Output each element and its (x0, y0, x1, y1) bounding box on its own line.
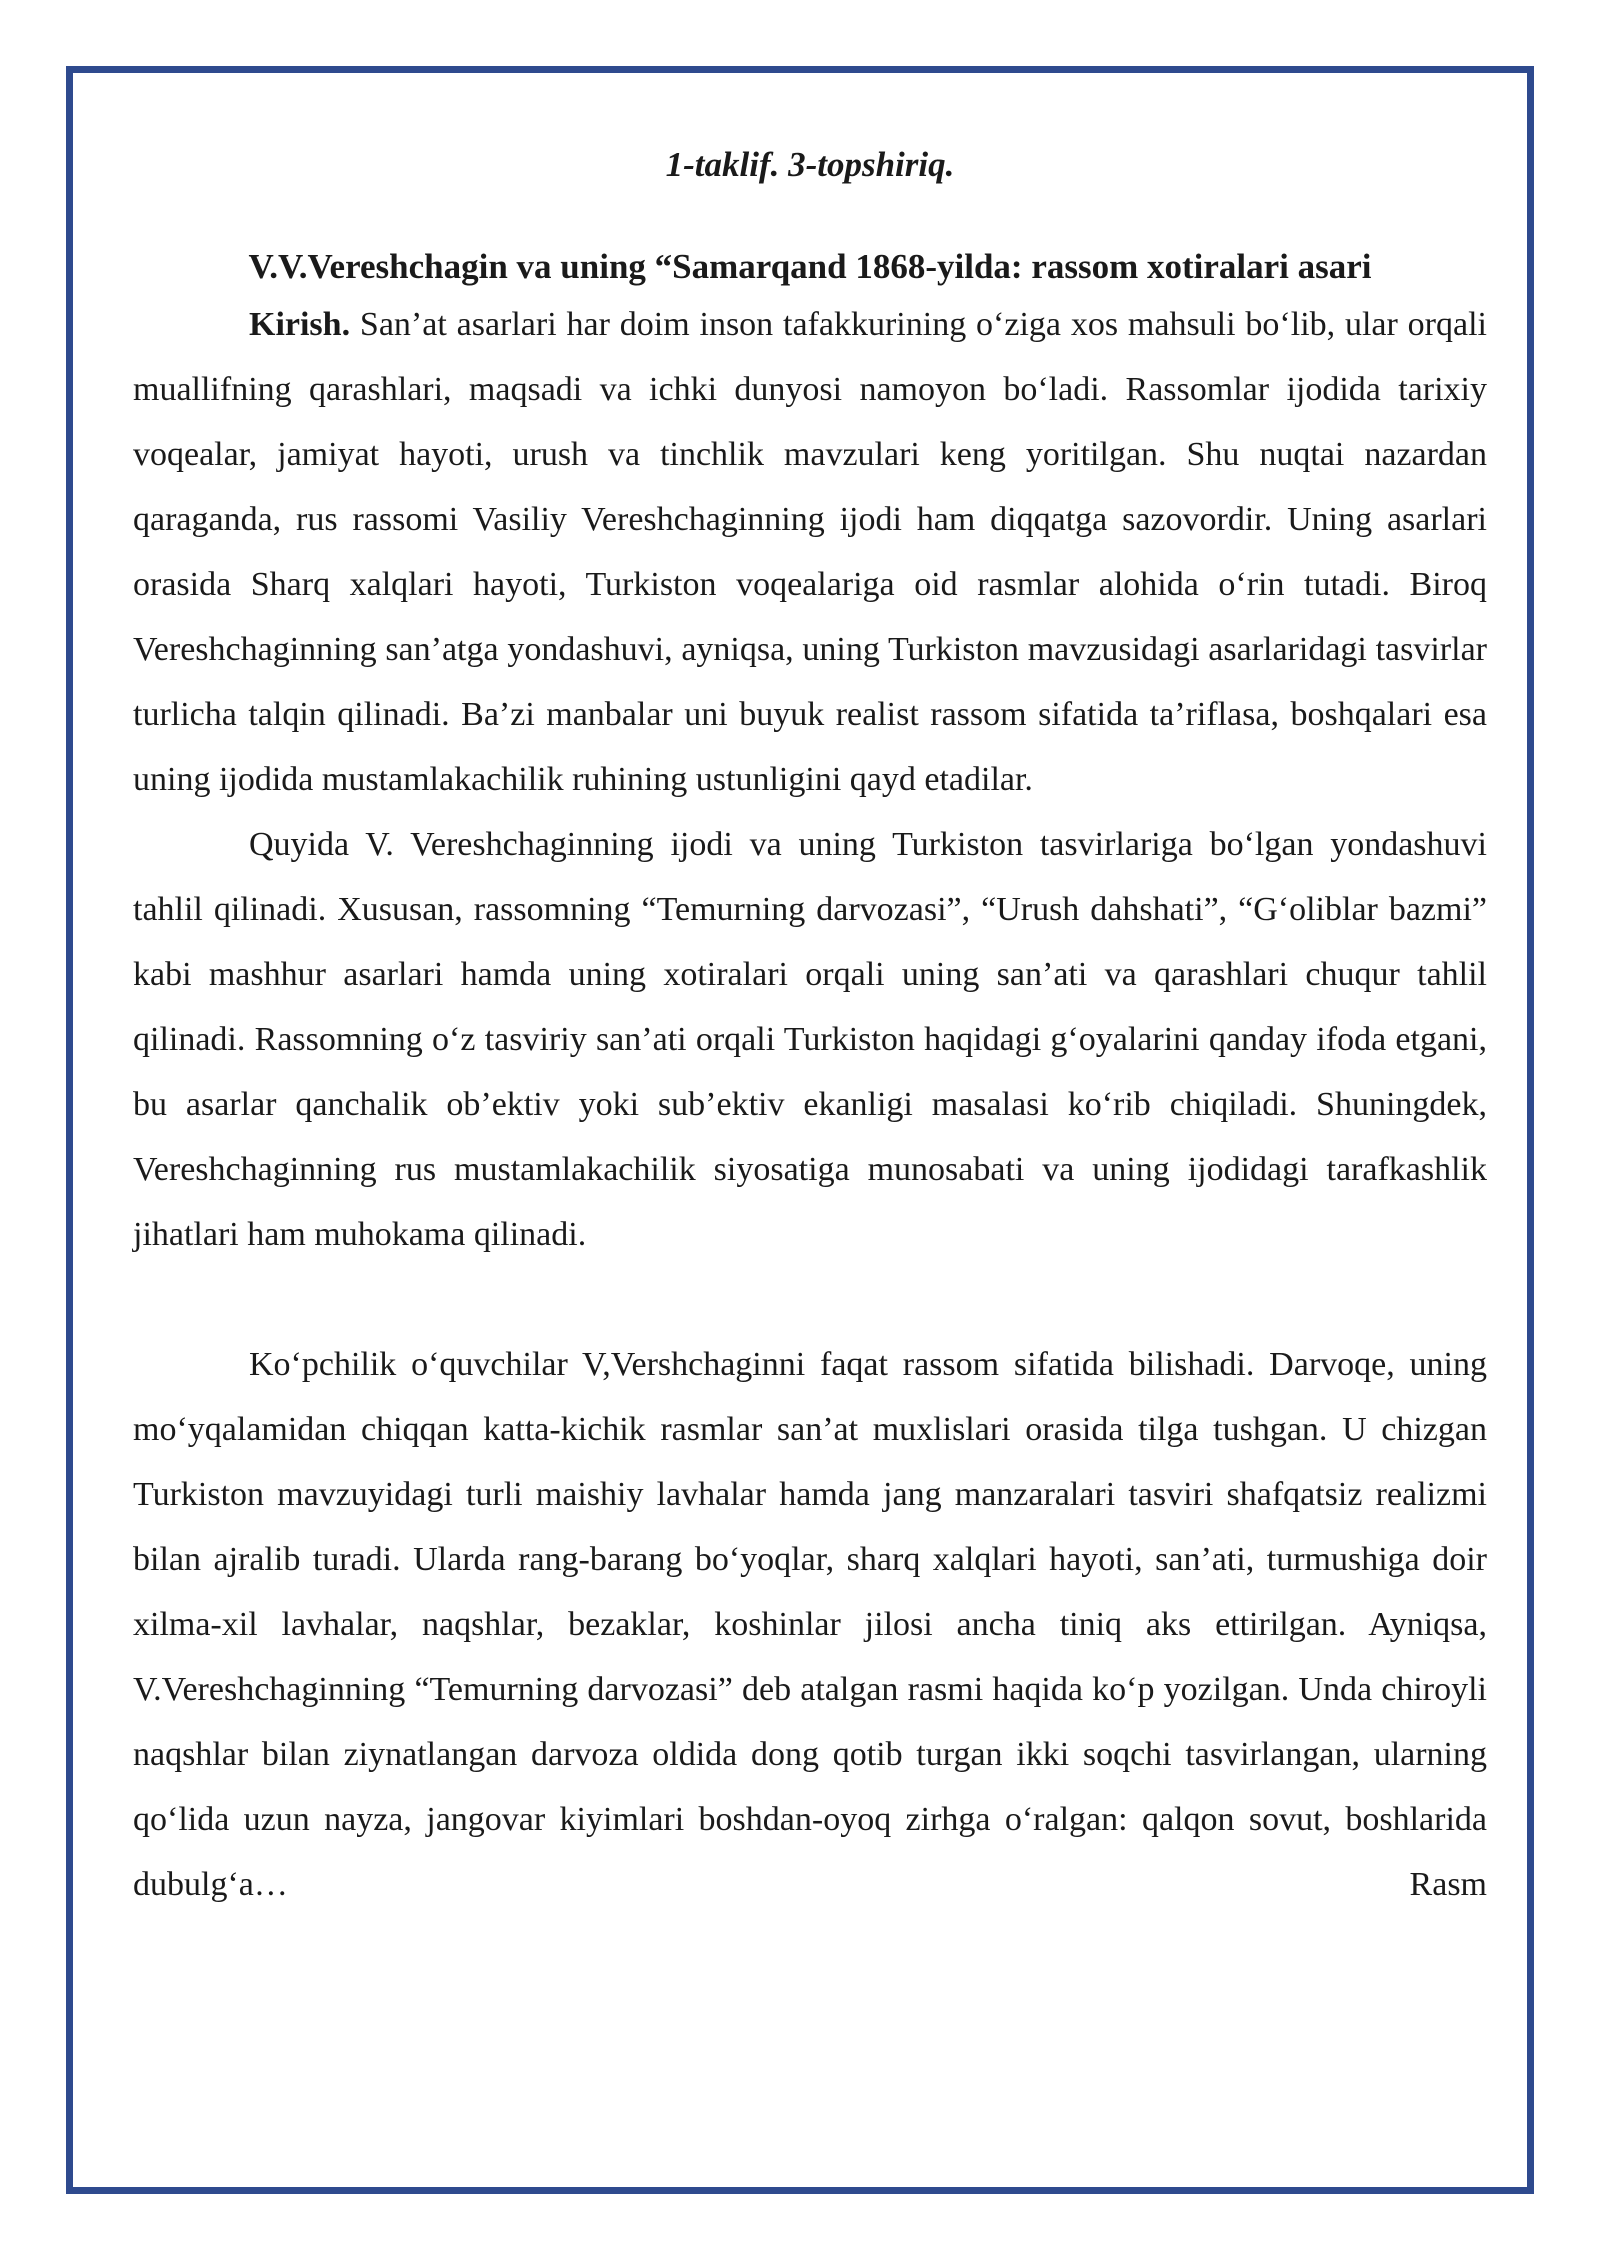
document-title: V.V.Vereshchagin va uning “Samarqand 1868-yilda: rassom xotiralari asari (248, 247, 1372, 286)
intro-label: Kirish. (249, 306, 351, 343)
intro-text: San’at asarlari har doim inson tafakkurining o‘ziga xos mahsuli bo‘lib, ular orqali muallifning qarashlari, maqsadi va ichki dunyosi namoyon bo‘ladi. Rassomlar ijodida tarixiy voqealar, jamiyat hayoti, urush va tinchlik mavzulari keng yoritilgan. Shu nuqtai nazardan qaraganda, rus rassomi Vasiliy Vereshchaginning ijodi ham diqqatga sazovordir. Uning asarlari orasida Sharq xalqlari hayoti, Turkiston voqealariga oid rasmlar alohida o‘rin tutadi. Biroq Vereshchaginning san’atga yondashuvi, ayniqsa, uning Turkiston mavzusidagi asarlaridagi tasvirlar turlicha talqin qilinadi. Ba’zi manbalar uni buyuk realist rassom sifatida ta’riflasa, boshqalari esa uning ijodida mustamlakachilik ruhining ustunligini qayd etadilar. (133, 306, 1487, 798)
paragraph-spacer (133, 1267, 1487, 1332)
paragraph-2: Quyida V. Vereshchaginning ijodi va uning Turkiston tasvirlariga bo‘lgan yondashuvi tahlil qilinadi. Xususan, rassomning “Temurning darvozasi”, “Urush dahshati”, “G‘oliblar bazmi” kabi mashhur asarlari hamda uning xotiralari orqali uning san’ati va qarashlari chuqur tahlil qilinadi. Rassomning o‘z tasviriy san’ati orqali Turkiston haqidagi g‘oyalarini qanday ifoda etgani, bu asarlar qanchalik ob’ektiv yoki sub’ektiv ekanligi masalasi ko‘rib chiqiladi. Shuningdek, Vereshchaginning rus mustamlakachilik siyosatiga munosabati va uning ijodidagi tarafkashlik jihatlari ham muhokama qilinadi. (133, 826, 1487, 1253)
intro-paragraph (133, 292, 1487, 812)
document-heading: 1-taklif. 3-topshiriq. (665, 145, 955, 184)
document-body (133, 140, 1487, 1917)
paragraph-3: Ko‘pchilik o‘quvchilar V,Vershchaginni faqat rassom sifatida bilishadi. Darvoqe, uning mo‘yqalamidan chiqqan katta-kichik rasmlar san’at muxlislari orasida tilga tushgan. U chizgan Turkiston mavzuyidagi turli maishiy lavhalar hamda jang manzaralari tasviri shafqatsiz realizmi bilan ajralib turadi. Ularda rang-barang bo‘yoqlar, sharq xalqlari hayoti, san’ati, turmushiga doir xilma-xil lavhalar, naqshlar, bezaklar, koshinlar jilosi ancha tiniq aks ettirilgan. Ayniqsa, V.Vereshchaginning “Temurning darvozasi” deb atalgan rasmi haqida ko‘p yozilgan. Unda chiroyli naqshlar bilan ziynatlangan darvoza oldida dong qotib turgan ikki soqchi tasvirlangan, ularning qo‘lida uzun nayza, jangovar kiyimlari boshdan-oyoq zirhga o‘ralgan: qalqon sovut, boshlarida dubulg‘a… Rasm (133, 1346, 1487, 1903)
